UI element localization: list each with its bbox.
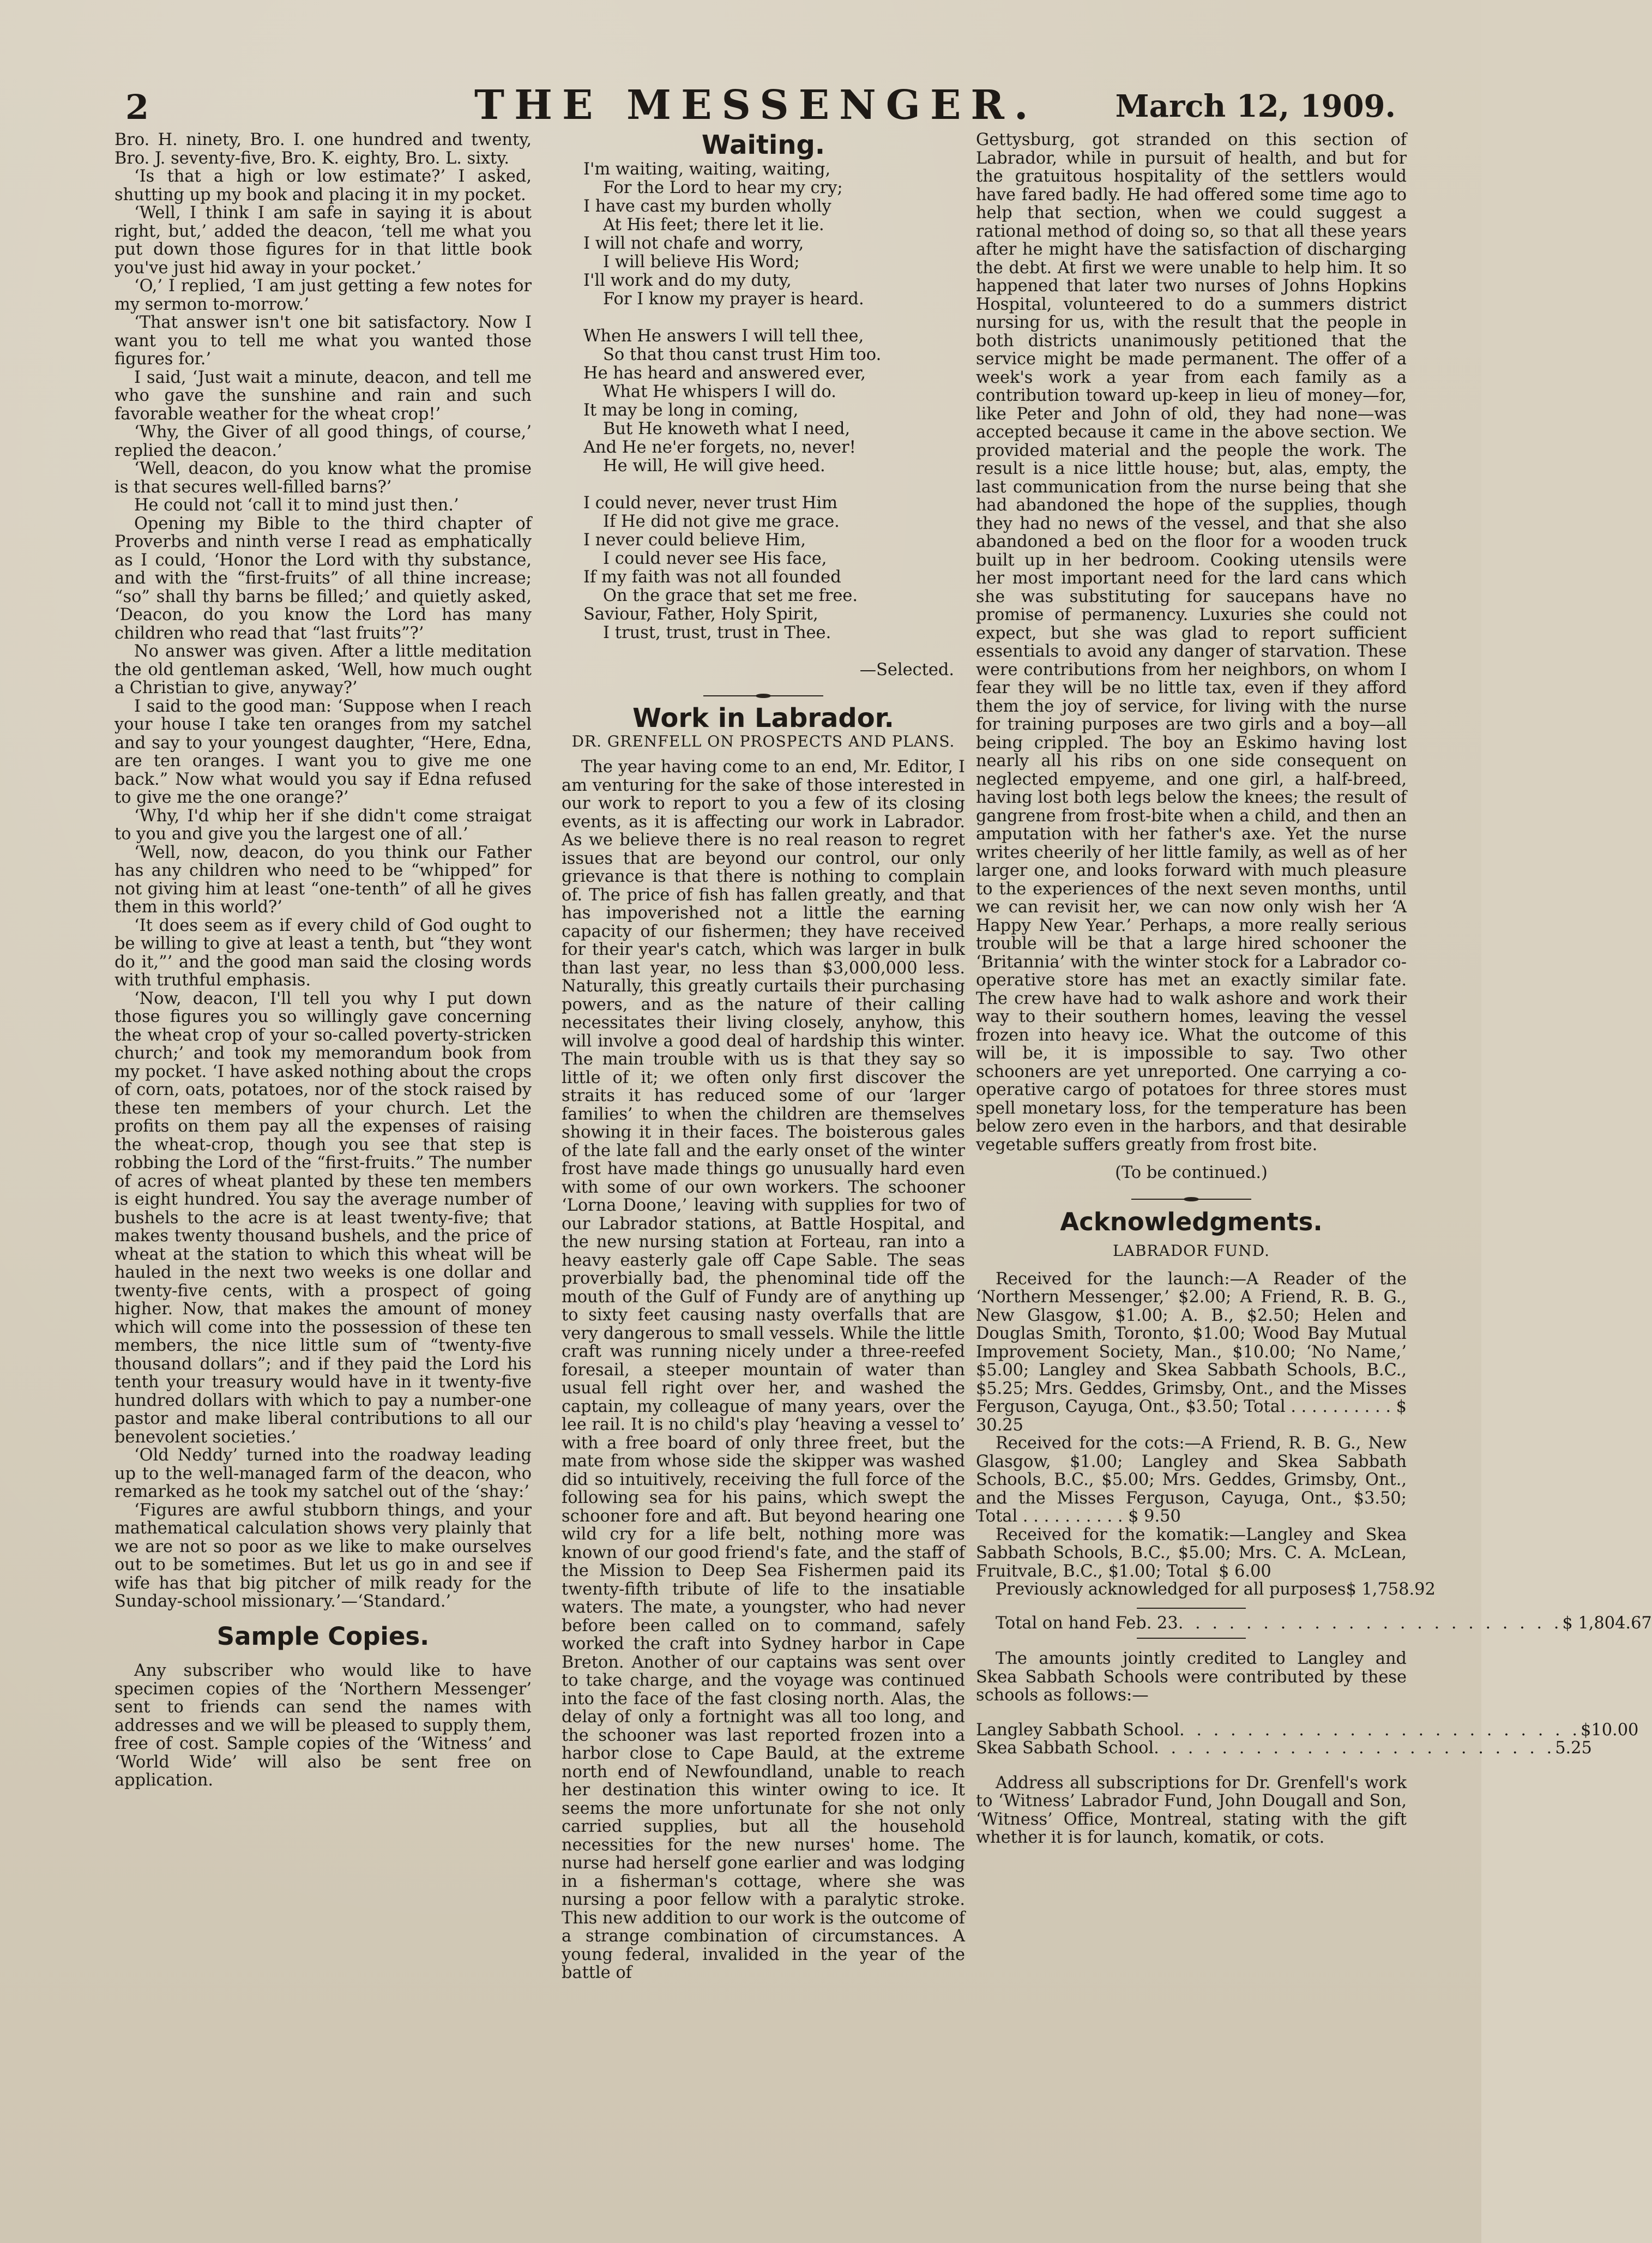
address-text: Address all subscriptions for Dr. Grenfell's work to ‘Witness’ Labrador Fund, John Dougall and Son, ‘Witness’ Office, Montreal, stating with the gift whether it is for launch, komatik, or cots. <box>976 1773 1407 1847</box>
poem-line: It may be long in coming, <box>583 400 799 420</box>
story-paragraph: ‘Well, now, deacon, do you think our Father has any children who need to be “whipped” for not giving him at least “one-tenth” of all he gives them in this world?’ <box>114 843 532 917</box>
poem-line: I could never, never trust Him <box>583 493 838 513</box>
poem-waiting <box>583 160 965 642</box>
poem-line: He will, He will give heed. <box>603 456 825 476</box>
launch-donations: Received for the launch:—A Reader of the ‘Northern Messenger,’ $2.00; A Friend, R. B. G., New Glasgow, $1.00; A. B., $2.50; Helen and Douglas Smith, Toronto, $1.00; Wood Bay Mutual Improvement Society, Man., $10.00; ‘No Name,’ $5.00; Langley and Skea Sabbath Schools, B.C., $5.25; Mrs. Geddes, Grimsby, Ont., and the Misses Ferguson, Cayuga, Ont., $3.50; Total . . . . . . . . . . $ 30.25 <box>976 1269 1407 1435</box>
school-row: Skea Sabbath School . . . . . . . . . . . . . . . . . . . . . . . . 5.25 <box>976 1739 1592 1758</box>
story-paragraph: ‘Well, deacon, do you know what the promise is that secures well-filled barns?’ <box>114 459 532 497</box>
story-paragraph: ‘That answer isn't one bit satisfactory. Now I want you to tell me what you wanted those figures for.’ <box>114 313 532 369</box>
story-paragraph: He could not ‘call it to mind just then.’ <box>134 496 459 515</box>
story-paragraph: I said to the good man: ‘Suppose when I reach your house I take ten oranges from my satchel and say to your youngest daughter, “Here, Edna, are ten oranges. I want you to give me one back.” Now what would you say if Edna refused to give me the one orange?’ <box>114 696 532 807</box>
ornamental-rule <box>703 693 823 699</box>
poem-line: If my faith was not all founded <box>583 567 841 587</box>
poem-line: What He whispers I will do. <box>603 382 836 401</box>
launch-total: $ 30.25 <box>976 1397 1407 1435</box>
sample-copies-text: Any subscriber who would like to have specimen copies of the ‘Northern Messenger’ sent to friends can send the names with addresses and we will be pleased to supply them, free of cost. Sample copies of the ‘Witness’ and ‘World Wide’ will also be sent free on application. <box>114 1661 532 1790</box>
article-body-part1: The year having come to an end, Mr. Editor, I am venturing for the sake of those interested in our work to report to you a few of its closing events, as it is affecting our work in Labrador. As we believe there is no real reason to regret issues that are beyond our control, our only grievance is that there is nothing to complain of. The price of fish has fallen greatly, and that has impoverished not a little the earning capacity of our fishermen; they have received for their year's catch, which was larger in bulk than last year, no less than $3,000,000 less. Naturally, this greatly curtails their purchasing powers, and as the nature of their calling necessitates their living closely, anyhow, this will involve a good deal of hardship this winter. The main trouble with us is that they say so little of it; we often only first discover the straits it has reduced some of our ‘larger families’ to when the children are themselves showing it in their faces. The boisterous gales of the late fall and the early onset of the winter frost have made things go unusually hard even with some of our own workers. The schooner ‘Lorna Doone,’ leaving with supplies for two of our Labrador stations, at Battle Hospital, and the new nursing station at Forteau, ran into a heavy easterly gale off Cape Sable. The seas proverbially bad, the phenominal tide off the mouth of the Gulf of Fundy are of anything up to sixty feet causing nasty overfalls that are very dangerous to small vessels. While the little craft was running nicely under a three-reefed foresail, a steeper mountain of water than usual fell right over her, and washed the captain, my colleague of many years, over the lee rail. It is no child's play ‘heaving a vessel to’ with a free board of only three freet, but the mate from whose side the skipper was washed did so intuitively, receiving the full force of the following sea for his pains, which swept the schooner fore and aft. But beyond hearing one wild cry for a life belt, nothing more was known of our good friend's fate, and the staff of the Mission to Deep Sea Fishermen paid its twenty-fifth tribute of life to the insatiable waters. The mate, a youngster, who had never before been called on to command, safely worked the craft into Sydney harbor in Cape Breton. Another of our captains was sent over to take charge, and the voyage was continued into the face of the fast closing north. Alas, the delay of only a fortnight was all too long, and the schooner was last reported frozen into a harbor close to Cape Bauld, at the extreme north end of Newfoundland, unable to reach her destination this winter owing to ice. It seems the more unfortunate for she not only carried supplies, but all the household necessities for the new nurses' home. The nurse had herself gone earlier and was lodging in a fisherman's cottage, where she was nursing a poor fellow with a paralytic stroke. This new addition to our work is the outcome of a strange combination of circumstances. A young federal, invalided in the year of the battle of <box>562 757 965 1982</box>
poem-line: At His feet; there let it lie. <box>603 215 824 234</box>
poem-line: And He ne'er forgets, no, never! <box>583 437 856 457</box>
article-title: Work in Labrador. <box>632 703 894 733</box>
poem-source: —Selected. <box>859 660 954 679</box>
school-contributions <box>976 1720 1639 1758</box>
poem-line: For I know my prayer is heard. <box>603 289 864 309</box>
article-body-part2: Gettysburg, got stranded on this section of Labrador, while in pursuit of health, and but for the gratuitous hospitality of the settlers would have fared badly. He had offered some time ago to help that section, when we could suggest a rational method of doing so, so that all these years after he might have the satisfaction of discharging the debt. At first we were unable to help him. It so happened that later two nurses of Johns Hopkins Hospital, volunteered to do a summers district nursing for us, with the result that the people in both districts unanimously petitioned that the service might be made permanent. The offer of a week's work a year from each family as a contribution toward up-keep in lieu of money—for, like Peter and John of old, they had none—was accepted because it came in the above section. We provided material and the people the work. The result is a nice little house; but, alas, empty, the last communication from the nurse being that she had abandoned the hope of the supplies, though they had no news of the vessel, and that she also abandoned a bed on the floor for a wooden truck built up in her bedroom. Cooking utensils were her most important need for the lard cans which she was substituting for saucepans have no promise of permanency. Luxuries she could not expect, but she was glad to report sufficient essentials to avoid any danger of starvation. These were contributions from her neighbors, on whom I fear they will be no little tax, even if they afford them the joy of service, for living with the nurse for training purposes are two girls and a boy—all being crippled. The boy an Eskimo having lost nearly all his ribs on one side consequent on neglected empyeme, and one girl, a half-breed, having lost both legs below the knees; the result of gangrene from frost-bite when a child, and then an amputation with her father's axe. Yet the nurse writes cheerily of her little family, as well as of her larger one, and looks forward with much pleasure to the experiences of the next seven months, until we can revisit her, we can now only wish her ‘A Happy New Year.’ Perhaps, a more really serious trouble will be that a large hired schooner the ‘Britannia’ with the winter stock for a Labrador co-operative store has met an exactly similar fate. The crew have had to walk ashore and work their way to their southern homes, leaving the vessel frozen into heavy ice. What the outcome of this will be, it is impossible to say. Two other schooners are yet unreported. One carrying a co-operative cargo of potatoes for three stores must spell monetary loss, for the temperature has been below zero even in the harbors, and that desirable vegetable suffers greatly from frost bite. <box>976 130 1407 1154</box>
poem-line: I'll work and do my duty, <box>583 270 792 290</box>
issue-date: March 12, 1909. <box>1115 88 1396 124</box>
story-paragraph: ‘O,’ I replied, ‘I am just getting a few notes for my sermon to-morrow.’ <box>114 276 532 314</box>
masthead <box>125 82 1396 131</box>
total-on-hand: Total on hand Feb. 23 . . . . . . . . . . . . . . . . . . . . . . . $ 1,804.67 <box>996 1613 1652 1633</box>
poem-line: So that thou canst trust Him too. <box>603 345 882 364</box>
credited-text: The amounts jointly credited to Langley and Skea Sabbath Schools were contributed by these schools as follows:— <box>976 1649 1407 1705</box>
poem-stanza <box>583 160 965 309</box>
story-paragraph: No answer was given. After a little meditation the old gentleman asked, ‘Well, how much ought a Christian to give, anyway?’ <box>114 642 532 697</box>
story-paragraph: ‘Why, I'd whip her if she didn't come straigat to you and give you the largest one of all.’ <box>114 806 532 844</box>
paper-title: THE MESSENGER. <box>474 82 1038 129</box>
poem-line: If He did not give me grace. <box>603 512 840 531</box>
story-paragraph: ‘Why, the Giver of all good things, of course,’ replied the deacon.’ <box>114 423 532 460</box>
ornamental-rule <box>1131 1196 1251 1202</box>
poem-line: Saviour, Father, Holy Spirit, <box>583 604 818 624</box>
page-number: 2 <box>125 87 149 127</box>
poem-line: I never could believe Him, <box>583 530 806 550</box>
poem-line: I will believe His Word; <box>603 252 800 272</box>
previous-acknowledged: Previously acknowledged for all purposes $ 1,758.92 <box>996 1580 1436 1599</box>
story-paragraph: ‘Is that a high or low estimate?’ I asked, shutting up my book and placing it in my pocket. <box>114 167 532 205</box>
column-middle <box>562 131 965 2138</box>
fund-title: LABRADOR FUND. <box>1113 1242 1270 1260</box>
story-paragraph: Opening my Bible to the third chapter of Proverbs and ninth verse I read as emphatically as I could, ‘Honor the Lord with thy substance, and with the “first-fruits” of all thine increase; “so” shall thy barns be filled;’ and quietly asked, ‘Deacon, do you know the Lord has many children who read that “last fruits”?’ <box>114 514 532 643</box>
poem-stanza <box>583 327 965 476</box>
poem-line: I could never see His face, <box>603 549 827 568</box>
poem-line: I have cast my burden wholly <box>583 196 831 216</box>
tithing-story <box>114 131 532 1611</box>
poem-line: I will not chafe and worry, <box>583 233 804 253</box>
story-paragraph: ‘Figures are awful stubborn things, and your mathematical calculation shows very plainly that we are not so poor as we like to make ourselves out to be sometimes. But let us go in and see if wife has that big pitcher of milk ready for the Sunday-school missionary.’—‘Standard.’ <box>114 1500 532 1611</box>
story-paragraph: ‘Well, I think I am safe in saying it is about right, but,’ added the deacon, ‘tell me what you put down those figures for in that little book you've just hid away in your pocket.’ <box>114 203 532 278</box>
poem-line: But He knoweth what I need, <box>603 419 851 438</box>
poem-line: I'm waiting, waiting, waiting, <box>583 159 831 179</box>
sample-copies-heading: Sample Copies. <box>216 1621 430 1651</box>
column-right <box>976 130 1652 2138</box>
cots-donations: Received for the cots:—A Friend, R. B. G., New Glasgow, $1.00; Langley and Skea Sabbath Schools, B.C., $5.00; Mrs. Geddes, Grimsby, Ont., and the Misses Ferguson, Cayuga, Ont., $3.50; Total . . . . . . . . . . $ 9.50 <box>976 1434 1407 1526</box>
poem-line: He has heard and answered ever, <box>583 363 866 383</box>
poem-line: On the grace that set me free. <box>603 586 858 605</box>
story-paragraph: ‘Old Neddy’ turned into the roadway leading up to the well-managed farm of the deacon, who remarked as he took my satchel out of the ‘shay:’ <box>114 1446 532 1501</box>
to-be-continued: (To be continued.) <box>1115 1163 1268 1182</box>
komatik-total: $ 6.00 <box>1219 1561 1271 1581</box>
komatik-donations: Received for the komatik:—Langley and Skea Sabbath Schools, B.C., $5.00; Mrs. C. A. McLean, Fruitvale, B.C., $1.00; Total $ 6.00 <box>976 1525 1407 1581</box>
cots-total: $ 9.50 <box>1128 1507 1181 1526</box>
acknowledgments-heading: Acknowledgments. <box>1060 1207 1323 1236</box>
column-left <box>114 131 532 2138</box>
divider <box>1137 1608 1246 1609</box>
article-subtitle: DR. GRENFELL ON PROSPECTS AND PLANS. <box>571 732 955 750</box>
poem-line: For the Lord to hear my cry; <box>603 178 843 197</box>
story-paragraph: ‘Now, deacon, I'll tell you why I put down those figures you so willingly gave concerning the wheat crop of your so-called poverty-stricken church;’ and took my memorandum book from my pocket. ‘I have asked nothing about the crops of corn, oats, potatoes, nor of the stock raised by these ten members of your church. Let the profits on them pay all the expenses of raising the wheat-crop, though you see that step is robbing the Lord of the “first-fruits.” The number of acres of wheat planted by these ten members is eight hundred. You say the average number of bushels to the acre is at least twenty-five; that makes twenty thousand bushels, and the price of wheat at the station to which this wheat will be hauled in the next two weeks is one dollar and twenty-five cents, with a prospect of going higher. Now, that makes the amount of money which will come into the possession of these ten members, the nice little sum of “twenty-five thousand dollars”; and if they paid the Lord his tenth your treasury would have in it twenty-five hundred dollars with which to pay a number-one pastor and make liberal contributions to all our benevolent societies.’ <box>114 989 532 1447</box>
poem-line: I trust, trust, trust in Thee. <box>603 623 831 642</box>
poem-title: Waiting. <box>701 130 825 160</box>
divider <box>1137 1638 1246 1639</box>
poem-line: When He answers I will tell thee, <box>583 326 864 346</box>
story-paragraph: I said, ‘Just wait a minute, deacon, and tell me who gave the sunshine and rain and such favorable weather for the wheat crop!’ <box>114 368 532 424</box>
story-paragraph: Bro. H. ninety, Bro. I. one hundred and twenty, Bro. J. seventy-five, Bro. K. eighty, Bro. L. sixty. <box>114 130 532 168</box>
story-paragraph: ‘It does seem as if every child of God ought to be willing to give at least a tenth, but “they wont do it,”’ and the good man said the closing words with truthful emphasis. <box>114 916 532 990</box>
school-row: Langley Sabbath School . . . . . . . . . . . . . . . . . . . . . . . . $10.00 <box>976 1720 1639 1740</box>
poem-stanza <box>583 494 965 642</box>
